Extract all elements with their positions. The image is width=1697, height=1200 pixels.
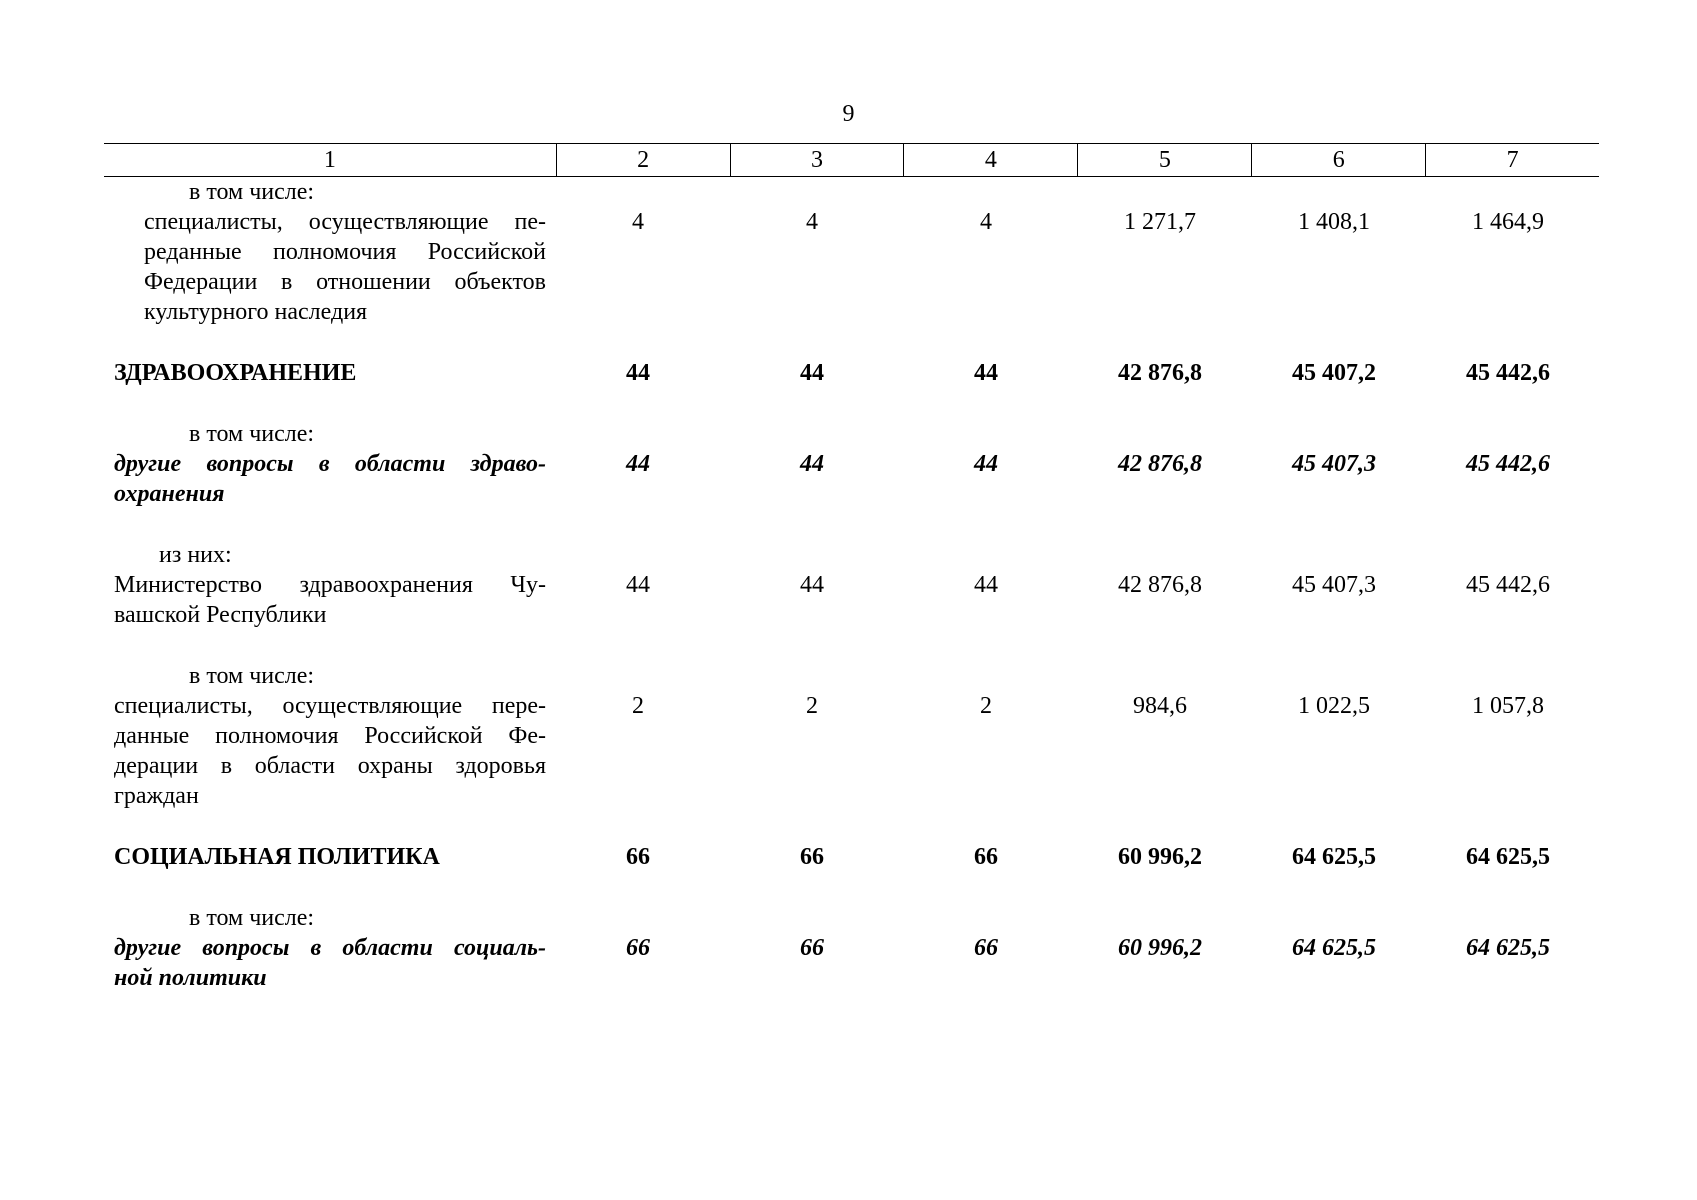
row-label-line: другие вопросы в области социаль- [114, 935, 546, 961]
table-row [104, 358, 1599, 388]
table-row [104, 207, 1599, 327]
row-prefix: в том числе: [189, 905, 315, 931]
cell-col-4: 2 [980, 693, 992, 719]
cell-col-6: 64 625,5 [1292, 935, 1376, 961]
cell-col-3: 44 [800, 572, 824, 598]
cell-col-2: 2 [632, 693, 644, 719]
table-row [104, 449, 1599, 509]
cell-col-7: 64 625,5 [1466, 844, 1550, 870]
cell-col-5: 1 271,7 [1124, 209, 1196, 235]
table-header [104, 143, 1599, 177]
cell-col-3: 66 [800, 844, 824, 870]
cell-col-6: 64 625,5 [1292, 844, 1376, 870]
row-prefix: в том числе: [189, 663, 315, 689]
row-label [104, 358, 546, 388]
cell-col-4: 44 [974, 572, 998, 598]
cell-col-6: 1 408,1 [1298, 209, 1370, 235]
column-header-5: 5 [1077, 144, 1251, 176]
table-row [104, 933, 1599, 993]
cell-col-3: 44 [800, 451, 824, 477]
row-label [104, 207, 546, 327]
row-label-line: реданные полномочия Российской [144, 239, 546, 265]
cell-col-3: 44 [800, 360, 824, 386]
row-label-line: вашской Республики [114, 602, 327, 628]
cell-col-6: 1 022,5 [1298, 693, 1370, 719]
row-label-line: специалисты, осуществляющие пе- [144, 209, 546, 235]
row-label-line: ной политики [114, 965, 267, 991]
cell-col-6: 45 407,3 [1292, 451, 1376, 477]
column-header-1: 1 [323, 147, 336, 173]
column-header-4: 4 [903, 144, 1077, 176]
row-label [104, 570, 546, 630]
cell-col-2: 4 [632, 209, 644, 235]
row-label-line: специалисты, осуществляющие пере- [114, 693, 546, 719]
table-row [104, 570, 1599, 630]
cell-col-4: 44 [974, 451, 998, 477]
column-header-3: 3 [730, 144, 904, 176]
column-header-7: 7 [1425, 144, 1599, 176]
cell-col-5: 60 996,2 [1118, 935, 1202, 961]
row-prefix: в том числе: [189, 179, 315, 205]
row-label-line: другие вопросы в области здраво- [114, 451, 546, 477]
cell-col-2: 44 [626, 572, 650, 598]
row-label-line: Министерство здравоохранения Чу- [114, 572, 546, 598]
row-label-line: СОЦИАЛЬНАЯ ПОЛИТИКА [114, 844, 440, 870]
cell-col-5: 42 876,8 [1118, 572, 1202, 598]
cell-col-3: 4 [806, 209, 818, 235]
row-label-line: охранения [114, 481, 225, 507]
cell-col-3: 66 [800, 935, 824, 961]
cell-col-2: 44 [626, 451, 650, 477]
row-label-line: ЗДРАВООХРАНЕНИЕ [114, 360, 357, 386]
cell-col-4: 4 [980, 209, 992, 235]
cell-col-2: 66 [626, 844, 650, 870]
row-label-line: Федерации в отношении объектов [144, 269, 546, 295]
cell-col-2: 44 [626, 360, 650, 386]
cell-col-2: 66 [626, 935, 650, 961]
cell-col-6: 45 407,2 [1292, 360, 1376, 386]
row-label [104, 691, 546, 811]
row-prefix: из них: [159, 542, 232, 568]
cell-col-7: 45 442,6 [1466, 451, 1550, 477]
column-header-6: 6 [1251, 144, 1425, 176]
cell-col-7: 64 625,5 [1466, 935, 1550, 961]
cell-col-7: 1 057,8 [1472, 693, 1544, 719]
row-label-line: граждан [114, 783, 199, 809]
cell-col-4: 66 [974, 935, 998, 961]
cell-col-5: 60 996,2 [1118, 844, 1202, 870]
cell-col-5: 984,6 [1133, 693, 1187, 719]
cell-col-7: 45 442,6 [1466, 360, 1550, 386]
cell-col-4: 66 [974, 844, 998, 870]
row-prefix: в том числе: [189, 421, 315, 447]
page-number: 9 [842, 101, 855, 127]
cell-col-5: 42 876,8 [1118, 360, 1202, 386]
row-label-line: данные полномочия Российской Фе- [114, 723, 546, 749]
cell-col-4: 44 [974, 360, 998, 386]
table-row [104, 691, 1599, 811]
cell-col-7: 1 464,9 [1472, 209, 1544, 235]
row-label [104, 933, 546, 993]
row-label-line: культурного наследия [144, 299, 368, 325]
table-row [104, 842, 1599, 872]
cell-col-7: 45 442,6 [1466, 572, 1550, 598]
column-header-2: 2 [556, 144, 730, 176]
row-label [104, 449, 546, 509]
row-label [104, 842, 546, 872]
cell-col-6: 45 407,3 [1292, 572, 1376, 598]
cell-col-5: 42 876,8 [1118, 451, 1202, 477]
cell-col-3: 2 [806, 693, 818, 719]
row-label-line: дерации в области охраны здоровья [114, 753, 546, 779]
